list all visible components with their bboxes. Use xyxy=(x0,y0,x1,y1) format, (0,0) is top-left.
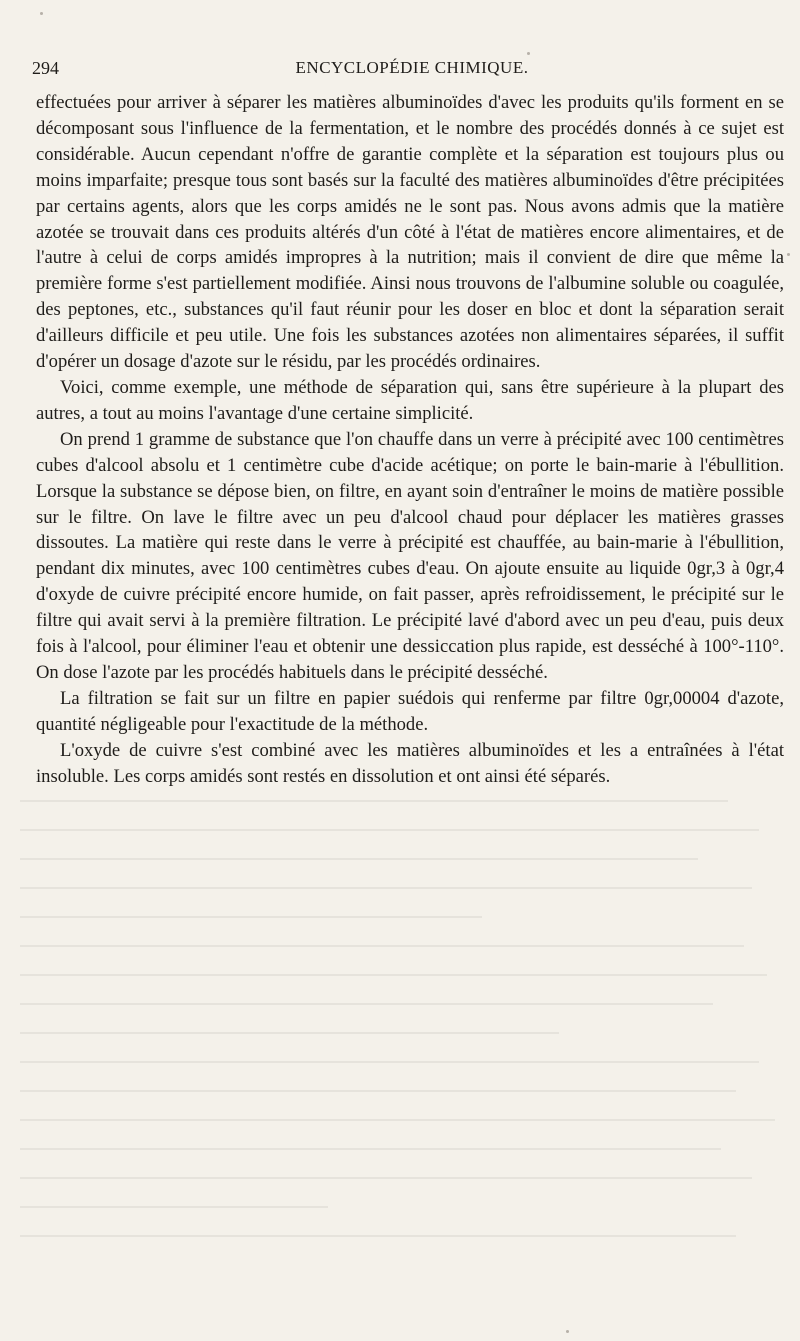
paragraph: On prend 1 gramme de substance que l'on chauffe dans un verre à précipité avec 100 centimètres cubes d'alcool absolu et 1 centimètre cube d'acide acétique; on porte le bain-marie à l'ébullition. Lorsque la substance se dépose bien, on filtre, en ayant soin d'entraîner le moins de matière possible sur le filtre. On lave le filtre avec un peu d'alcool chaud pour déplacer les matières grasses dissoutes. La matière qui reste dans le verre à précipité est chauffée, au bain-marie à l'ébullition, pendant dix minutes, avec 100 centimètres cubes d'eau. On ajoute ensuite au liquide 0gr,3 à 0gr,4 d'oxyde de cuivre précipité encore humide, on fait passer, après refroidissement, le précipité sur le filtre qui avait servi à la première filtration. Le précipité lavé d'abord avec un peu d'eau, puis deux fois à l'alcool, pour éliminer l'eau et obtenir une dessiccation plus rapide, est desséché à 100°-110°. On dose l'azote par les procédés habituels dans le précipité desséché. xyxy=(36,428,784,683)
paper-speck xyxy=(527,52,530,55)
running-title: ENCYCLOPÉDIE CHIMIQUE. xyxy=(295,58,529,77)
paper-speck xyxy=(566,1330,569,1333)
paragraph: La filtration se fait sur un filtre en papier suédois qui renferme par filtre 0gr,00004 d'azote, quantité négligeable pour l'exactitude de la méthode. xyxy=(36,687,784,735)
paper-speck xyxy=(40,12,43,15)
paper-speck xyxy=(787,253,790,256)
body-text xyxy=(36,90,784,789)
paragraph: L'oxyde de cuivre s'est combiné avec les matières albuminoïdes et les a entraînées à l'état insoluble. Les corps amidés sont restés en dissolution et ont ainsi été séparés. xyxy=(36,739,784,787)
page-header xyxy=(32,58,792,80)
show-through-text xyxy=(20,800,790,1320)
page-number: 294 xyxy=(32,58,59,78)
paragraph-continuation: effectuées pour arriver à séparer les matières albuminoïdes d'avec les produits qu'ils forment en se décomposant sous l'influence de la fermentation, et le nombre des procédés donnés à ce sujet est considérable. Aucun cependant n'offre de garantie complète et la séparation est toujours plus ou moins imparfaite; presque tous sont basés sur la faculté des matières albuminoïdes d'être précipitées par certains agents, alors que les corps amidés ne le sont pas. Nous avons admis que la matière azotée se trouvait dans ces produits altérés d'un côté à l'état de matières encore alimentaires, et de l'autre à celui de corps amidés impropres à la nutrition; mais il convient de dire que même la première forme s'est partiellement modifiée. Ainsi nous trouvons de l'albumine soluble ou coagulée, des peptones, etc., substances qu'il faut réunir pour les doser en bloc et dont la séparation serait d'ailleurs difficile et peu utile. Une fois les substances azotées non alimentaires séparées, il suffit d'opérer un dosage d'azote sur le résidu, par les procédés ordinaires. xyxy=(36,92,784,373)
paragraph: Voici, comme exemple, une méthode de séparation qui, sans être supérieure à la plupart des autres, a tout au moins l'avantage d'une certaine simplicité. xyxy=(36,376,784,424)
